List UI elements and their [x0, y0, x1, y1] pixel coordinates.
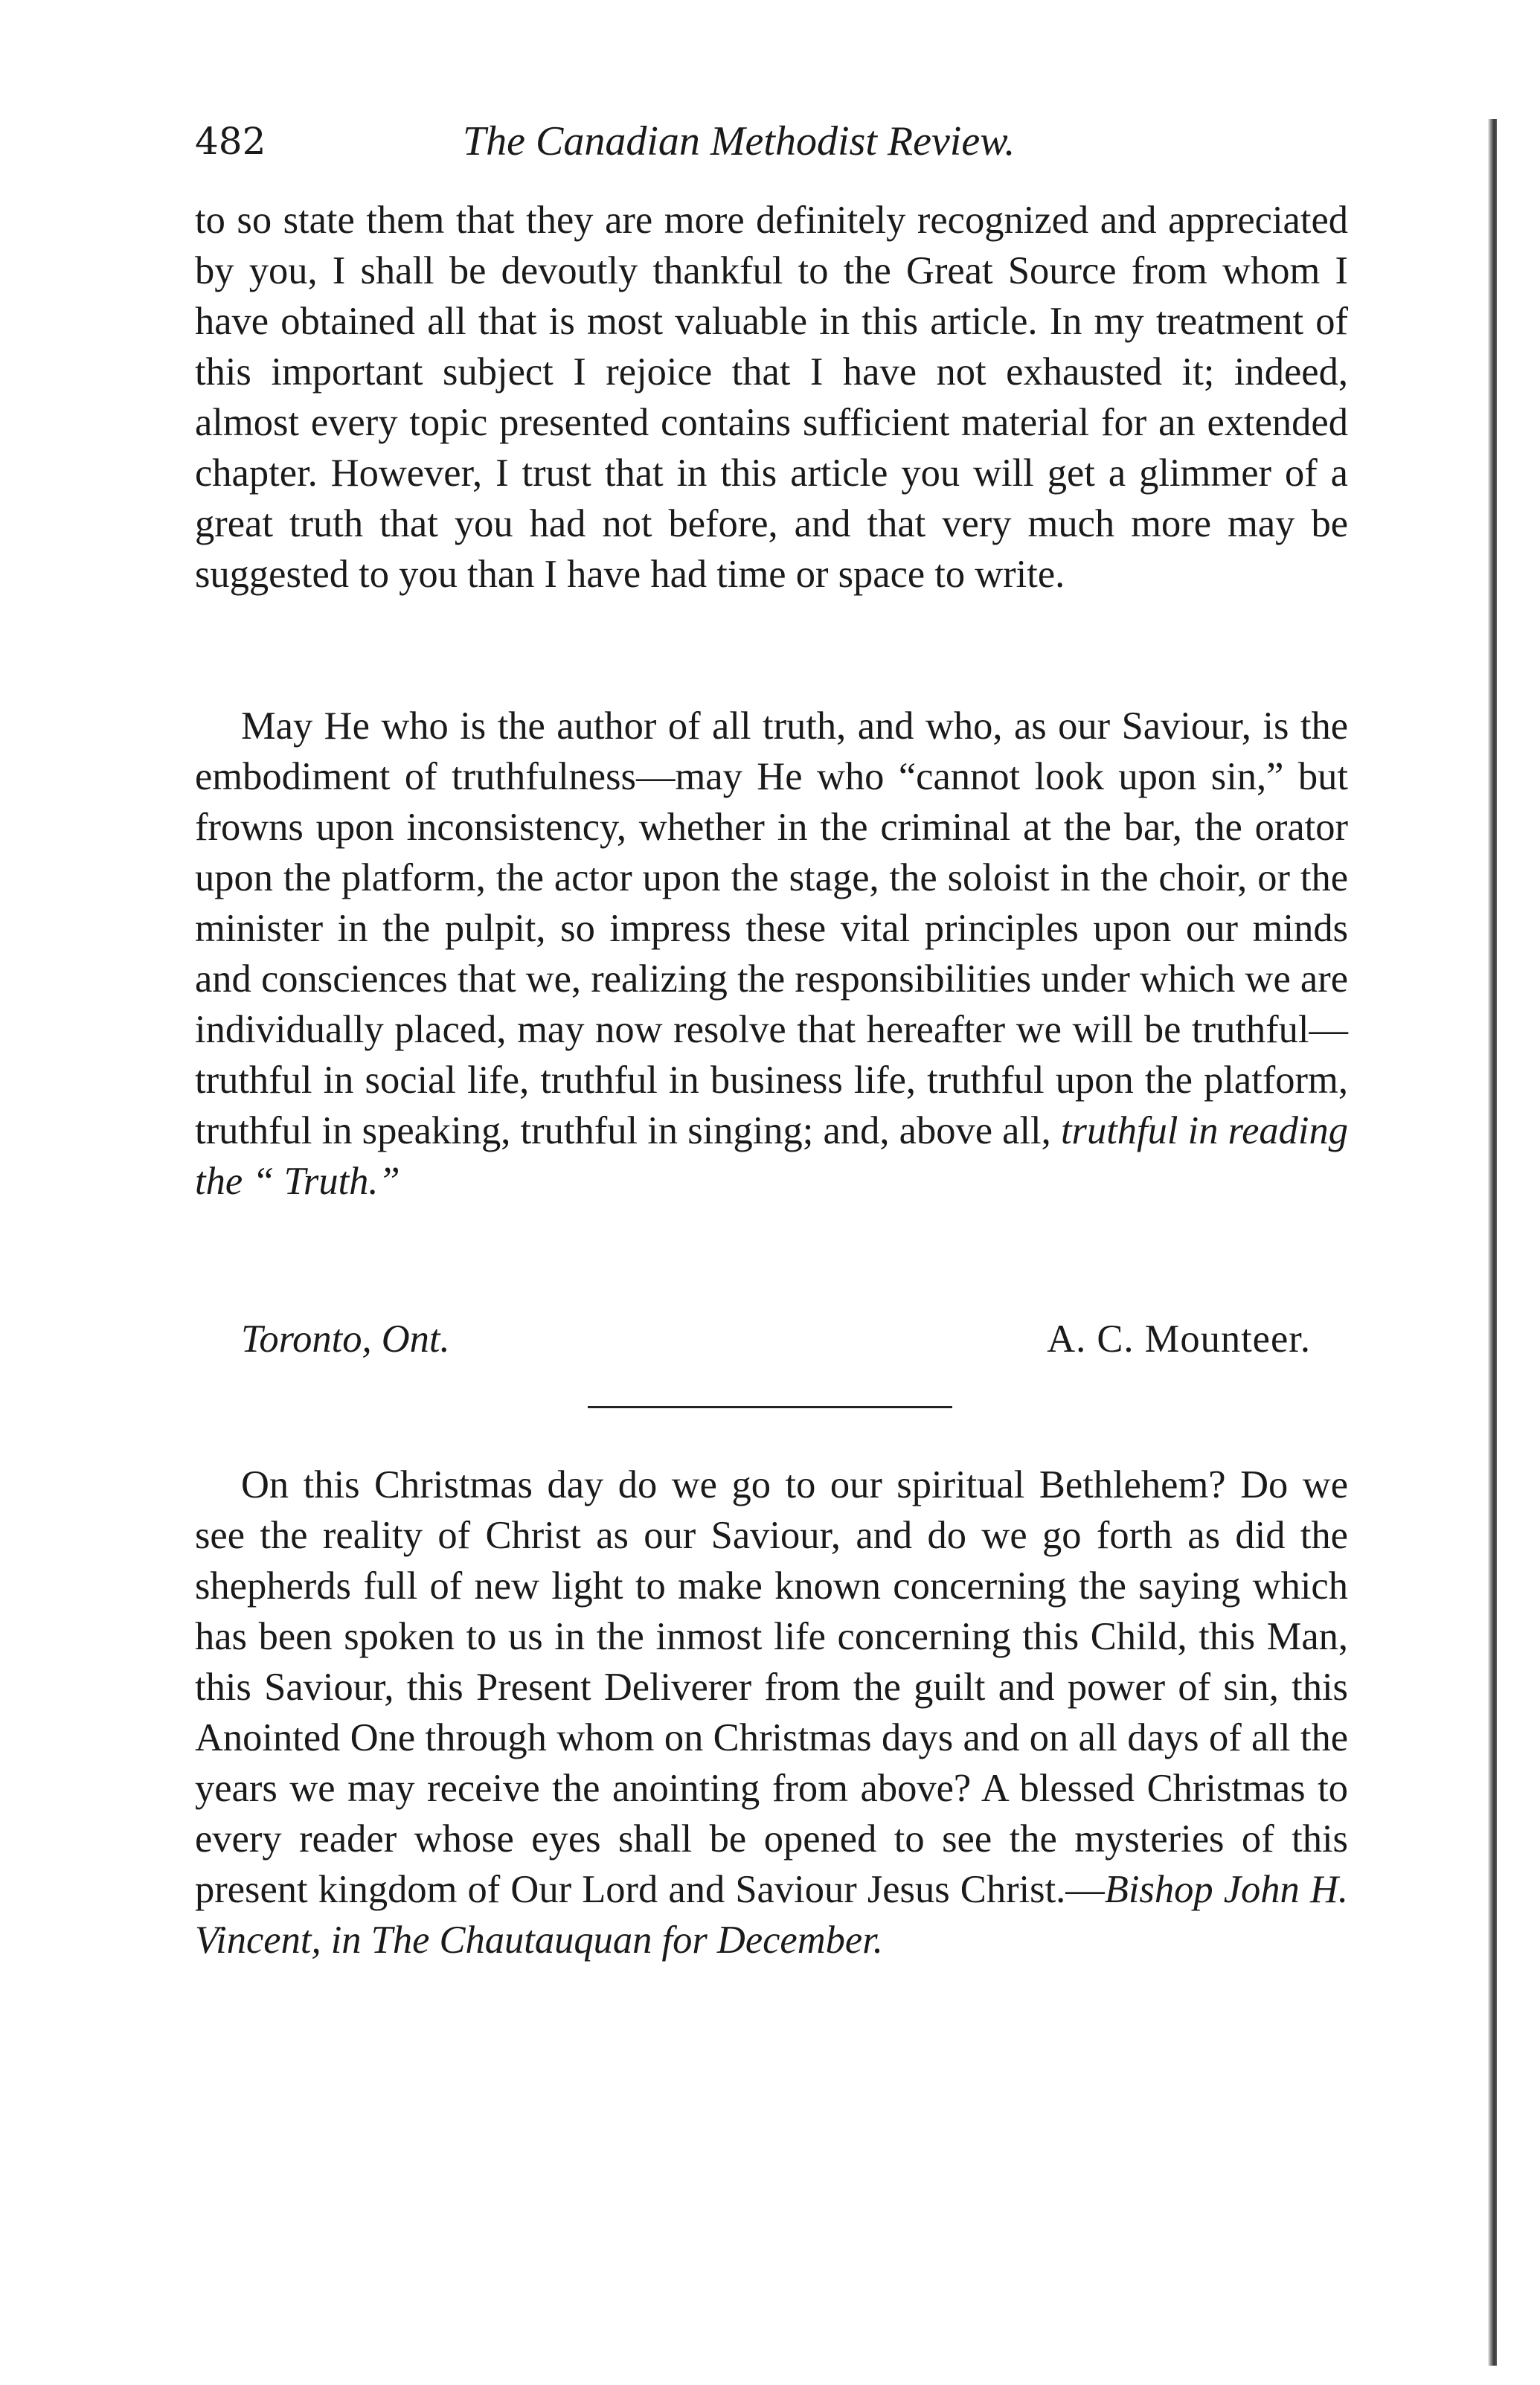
signature-place: Toronto, Ont.	[241, 1317, 450, 1361]
page-header	[195, 112, 1348, 171]
paragraph-christmas-quote-attribution: Bishop John H. Vincent, in The Chautauquan for December.	[195, 1868, 1348, 1962]
article-signature	[195, 1314, 1348, 1364]
scanned-binding-edge	[1488, 119, 1497, 2366]
section-divider	[588, 1406, 952, 1408]
paragraph-closing-prayer-italic: truthful in reading the “ Truth.”	[195, 1109, 1349, 1203]
paragraph-continuation: to so state them that they are more definitely recognized and appreciated by you, I shall be devoutly thankful to the Great Source from whom I have obtained all that is most valuable in this article. In my treatment of this important subject I rejoice that I have not exhausted it; indeed, almost every topic presented contains sufficient material for an extended chapter. However, I trust that in this article you will get a glimmer of a great truth that you had not before, and that very much more may be suggested to you than I have had time or space to write.	[195, 199, 1348, 596]
signature-author: A. C. Mounteer.	[1047, 1317, 1311, 1361]
paragraph-christmas-quote-text: On this Christmas day do we go to our spiritual Bethlehem? Do we see the reality of Christ as our Saviour, and do we go forth as did the shepherds full of new light to make known concerning the saying which has been spoken to us in the inmost life concerning this Child, this Man, this Saviour, this Present Deliverer from the guilt and power of sin, this Anointed One through whom on Christmas days and on all days of all the years we may receive the anointing from above? A blessed Christmas to every reader whose eyes shall be opened to see the mysteries of this present kingdom of Our Lord and Saviour Jesus Christ.—	[195, 1463, 1348, 1911]
running-title: The Canadian Methodist Review.	[463, 118, 1016, 164]
paragraph-closing-prayer	[195, 701, 1348, 1207]
page-number: 482	[195, 120, 266, 163]
paragraph-closing-prayer-text: May He who is the author of all truth, and who, as our Saviour, is the embodiment of truthfulness—may He who “cannot look upon sin,” but frowns upon inconsistency, whether in the criminal at the bar, the orator upon the platform, the actor upon the stage, the soloist in the choir, or the minister in the pulpit, so impress these vital principles upon our minds and consciences that we, realizing the responsibilities under which we are individually placed, may now resolve that hereafter we will be truthful—truthful in social life, truthful in business life, truthful upon the platform, truthful in speaking, truthful in singing; and, above all,	[195, 704, 1348, 1152]
paragraph-christmas-quote	[195, 1460, 1348, 1965]
